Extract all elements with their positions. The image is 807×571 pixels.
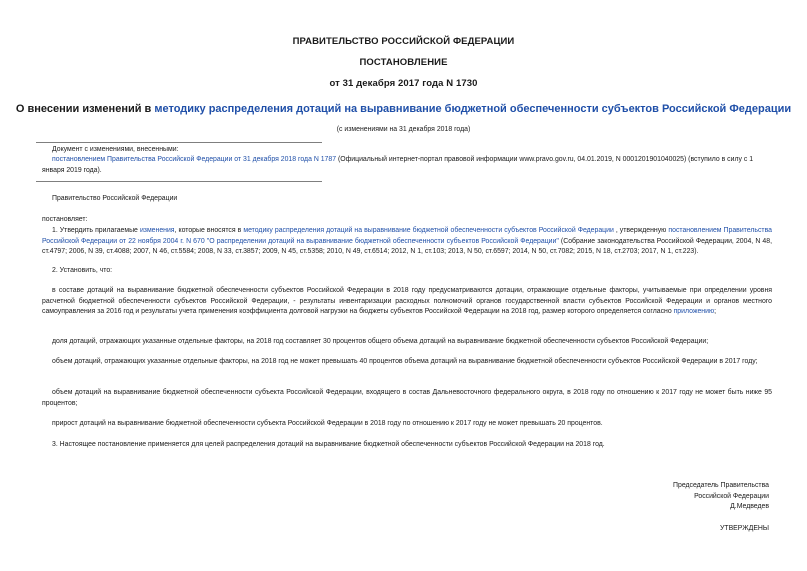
authority-heading: ПРАВИТЕЛЬСТВО РОССИЙСКОЙ ФЕДЕРАЦИИ [292,36,515,47]
document-title [0,103,807,115]
appendix-link[interactable]: приложению [673,308,715,316]
paragraph-8: 3. Настоящее постановление применяется для целей распределения дотаций на выравнивание бюджетной обеспеченности субъектов Российской Федерации на 2018 год. [52,441,605,448]
signature-org: Российской Федерации [694,492,769,500]
paragraph-5: объем дотаций, отражающих указанные отдельные факторы, на 2018 год не может превышать 40 процентов объема дотаций на выравнивание бюджетной обеспеченности субъектов Российской Федерации в 2017 году; [52,358,758,365]
signature-name: Д.Медведев [730,503,769,511]
date-number-heading: от 31 декабря 2017 года N 1730 [329,78,478,89]
paragraph-7: прирост дотаций на выравнивание бюджетной обеспеченности субъекта Российской Федерации в 2018 году по отношению к 2017 году не может превышать 20 процентов. [52,420,603,427]
amendment-link[interactable]: постановлением Правительства Российской Федерации от 31 декабря 2018 года N 1787 [52,156,337,163]
resolution-670-link[interactable]: постановлением Правительства Российской Федерации от 22 ноября 2004 г. N 670 "О распределении дотаций на выравнивание бюджетной обеспеченности субъектов Российской Федерации" [42,227,772,245]
paragraph-4: доля дотаций, отражающих указанные отдельные факторы, на 2018 год составляет 30 процентов общего объема дотаций на выравнивание бюджетной обеспеченности субъектов Российской Федерации; [52,338,709,345]
paragraph-1: 1. Утвердить прилагаемые изменения, которые вносятся в методику распределения дотаций на выравнивание бюджетной обеспеченности субъектов Российской Федерации , утвержденную постановлением Правительства Российской Федерации от 22 ноября 2004 г. N 670 "О распределении дотаций на выравнивание бюджетной обеспеченности субъектов Российской Федерации" (Собрание законодательства Российской Федерации, 2004, N 48, ст.4797; 2006, N 39, ст.4088; 2007, N 46, ст.5584; 2008, N 33, ст.3857; 2009, N 45, ст.5358; 2010, N 49, ст.6514; 2012, N 1, ст.103; 2013, N 50, ст.6597; 2014, N 50, ст.7082; 2015, N 18, ст.2703; 2017, N 1, ст.223). [42,227,772,256]
document-type-heading: ПОСТАНОВЛЕНИЕ [359,57,448,68]
government-line: Правительство Российской Федерации [52,195,178,202]
revision-note: (с изменениями на 31 декабря 2018 года) [336,126,471,133]
methodology-ref-link[interactable]: методику распределения дотаций на выравнивание бюджетной обеспеченности субъектов Российской Федерации [243,227,614,234]
signature-position: Председатель Правительства [673,482,769,489]
divider-bottom [36,181,322,182]
decrees-line: постановляет: [42,216,88,223]
paragraph-3: в составе дотаций на выравнивание бюджетной обеспеченности субъектов Российской Федерации в 2018 году предусматриваются дотации, отражающие отдельные факторы, учитываемые при определении уровня расчетной бюджетной обеспеченности субъектов Российской Федерации, - результаты инвентаризации расходных полномочий органов государственной власти субъектов Российской Федерации и органов местного самоуправления за 2016 год и результаты учета применения коэффициента долговой нагрузки на бюджеты субъектов Российской Федерации на 2018 год, размер которого определяется согласно приложению; [42,287,772,316]
paragraph-6: объем дотаций на выравнивание бюджетной обеспеченности субъекта Российской Федерации, входящего в состав Дальневосточного федерального округа, в 2018 году по отношению к 2017 году не может быть ниже 95 процентов; [42,389,772,407]
methodology-link[interactable]: методику распределения дотаций на выравнивание бюджетной обеспеченности субъектов Российской Федерации [154,103,792,115]
title-prefix: О внесении изменений в [15,103,155,115]
amendment-source: (Официальный интернет-портал правовой информации www.pravo.gov.ru, 04.01.2019, N 0001201901040025) (вступило в силу с 1 января 2019 года). [42,156,754,174]
paragraph-2: 2. Установить, что: [52,267,113,274]
approved-label: УТВЕРЖДЕНЫ [720,525,769,532]
changes-box-body [42,155,772,176]
divider-top [36,142,322,143]
changes-box-title: Документ с изменениями, внесенными: [52,146,179,153]
changes-link[interactable]: изменения [139,227,175,234]
signature-block [673,481,769,513]
